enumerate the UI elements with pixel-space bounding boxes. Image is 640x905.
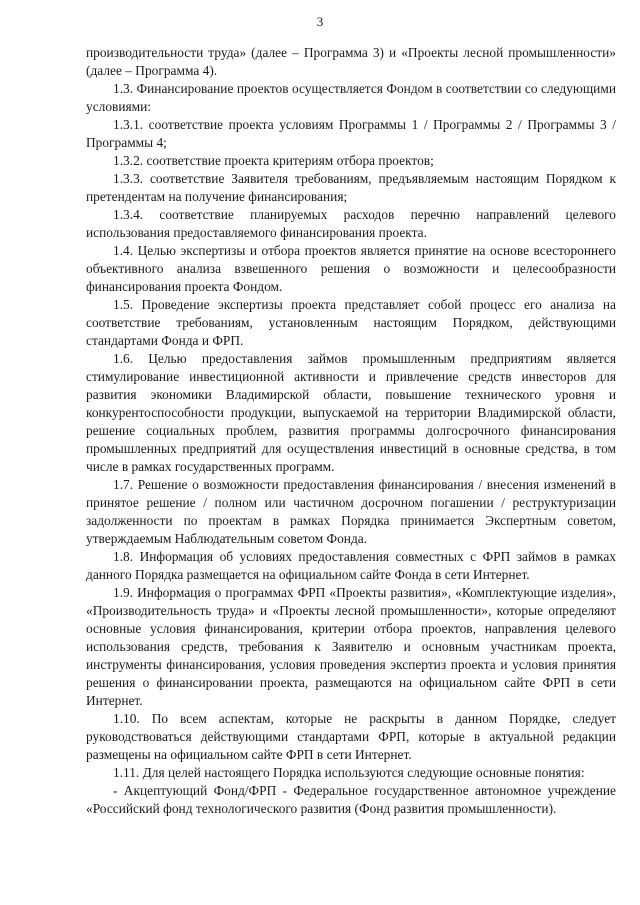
paragraph-1-3-2: 1.3.2. соответствие проекта критериям отбора проектов;	[113, 153, 434, 168]
page-number: 3	[316, 14, 324, 29]
paragraph-1-3-3: 1.3.3. соответствие Заявителя требованиям, предъявляемым настоящим Порядком к претендентам на получение финансирования;	[86, 171, 616, 204]
paragraph-1-6: 1.6. Целью предоставления займов промышленным предприятиям является стимулирование инвестиционной активности и привлечение средств инвесторов для развития экономики Владимирской области, повышение технического уровня и конкурентоспособности продукции, выпускаемой на территории Владимирской области, решение социальных проблем, развития программы долгосрочного финансирования промышленных предприятий для осуществления инвестиций в основные средства, в том числе в рамках государственных программ.	[86, 351, 616, 474]
paragraph-1-8: 1.8. Информация об условиях предоставления совместных с ФРП займов в рамках данного Порядка размещается на официальном сайте Фонда в сети Интернет.	[86, 549, 616, 582]
paragraph-1-7: 1.7. Решение о возможности предоставления финансирования / внесения изменений в принятое решение / полном или частичном досрочном погашении / реструктуризации задолженности по проектам в рамках Порядка принимается Экспертным советом, утверждаемым Наблюдательным советом Фонда.	[86, 477, 616, 546]
paragraph-1-3-1: 1.3.1. соответствие проекта условиям Программы 1 / Программы 2 / Программы 3 / Программы 4;	[86, 117, 616, 150]
paragraph-1-10: 1.10. По всем аспектам, которые не раскрыты в данном Порядке, следует руководствоваться действующими стандартами ФРП, которые в актуальной редакции размещены на официальном сайте ФРП в сети Интернет.	[86, 711, 616, 762]
document-body	[86, 44, 616, 818]
definition-item: - Акцептующий Фонд/ФРП - Федеральное государственное автономное учреждение «Российский фонд технологического развития (Фонд развития промышленности).	[86, 783, 616, 816]
paragraph-continuation: производительности труда» (далее – Программа 3) и «Проекты лесной промышленности» (далее – Программа 4).	[86, 45, 616, 78]
paragraph-1-3: 1.3. Финансирование проектов осуществляется Фондом в соответствии со следующими условиями:	[86, 81, 616, 114]
paragraph-1-11: 1.11. Для целей настоящего Порядка используются следующие основные понятия:	[113, 765, 585, 780]
paragraph-1-4: 1.4. Целью экспертизы и отбора проектов является принятие на основе всестороннего объективного анализа взвешенного решения о возможности и целесообразности финансирования проекта Фондом.	[86, 243, 616, 294]
paragraph-1-9: 1.9. Информация о программах ФРП «Проекты развития», «Комплектующие изделия», «Производительность труда» и «Проекты лесной промышленности», которые определяют основные условия финансирования, критерии отбора проектов, направления целевого использования средств, требования к Заявителю и основным участникам проекта, инструменты финансирования, условия проведения экспертиз проекта и условия принятия решения о финансировании проекта, размещаются на официальном сайте ФРП в сети Интернет.	[86, 585, 616, 708]
paragraph-1-3-4: 1.3.4. соответствие планируемых расходов перечню направлений целевого использования предоставляемого финансирования проекта.	[86, 207, 616, 240]
paragraph-1-5: 1.5. Проведение экспертизы проекта представляет собой процесс его анализа на соответствие требованиям, установленным настоящим Порядком, действующими стандартами Фонда и ФРП.	[86, 297, 616, 348]
